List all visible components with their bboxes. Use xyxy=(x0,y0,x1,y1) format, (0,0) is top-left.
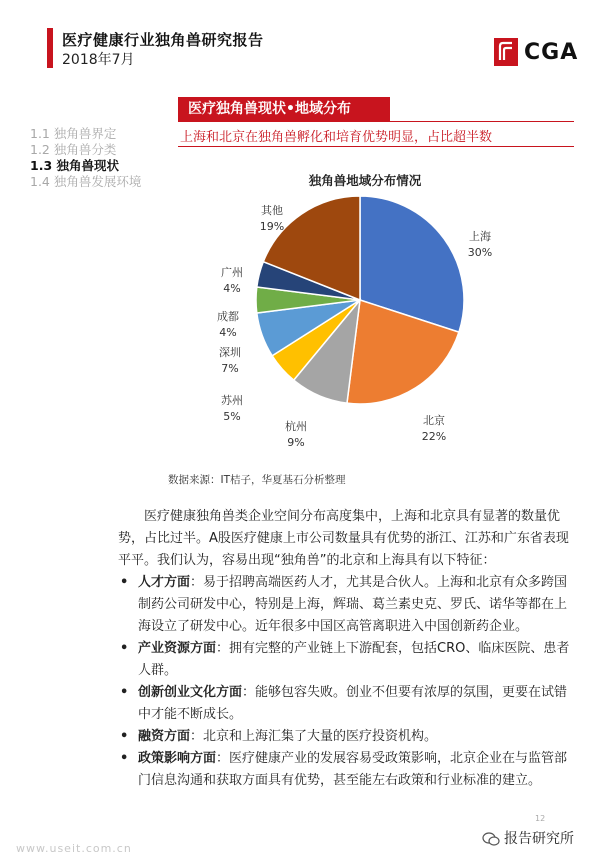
body-text xyxy=(118,506,578,792)
site-url-watermark: www.useit.com.cn xyxy=(16,842,132,855)
feature-head: 融资方面 xyxy=(138,729,191,744)
data-source-note: 数据来源：IT桔子，华夏基石分析整理 xyxy=(168,474,346,486)
feature-item-talent xyxy=(118,572,578,638)
wechat-icon xyxy=(482,832,500,846)
wechat-watermark xyxy=(482,828,574,848)
slice-label-1: 北京 xyxy=(423,414,445,427)
slice-value-4: 7% xyxy=(221,362,239,375)
slice-value-5: 4% xyxy=(219,326,237,339)
feature-text: ：北京和上海汇集了大量的医疗投资机构。 xyxy=(190,729,438,744)
slice-value-2: 9% xyxy=(287,436,305,449)
region-pie-chart xyxy=(210,180,510,480)
feature-item-financing xyxy=(118,726,578,748)
feature-text: ：医疗健康产业的发展容易受政策影响，北京企业在与监管部门信息沟通和获取方面具有优势，甚至能左右政策和行业标准的建立。 xyxy=(138,751,568,788)
slice-value-7: 19% xyxy=(259,220,285,233)
feature-text: ：易于招聘高端医药人才，尤其是合伙人。上海和北京有众多跨国制药公司研发中心，特别是上海，辉瑞、葛兰素史克、罗氏、诺华等都在上海设立了研发中心。近年很多中国区高管离职进入中国创新药企业。 xyxy=(138,575,568,634)
slice-label-7: 其他 xyxy=(261,204,283,217)
watermark-text: 报告研究所 xyxy=(504,831,574,847)
slice-label-0: 上海 xyxy=(469,230,491,243)
slice-label-4: 深圳 xyxy=(219,346,241,359)
slice-value-1: 22% xyxy=(421,430,447,443)
nav-item-status[interactable]: 1.3 独角兽现状 xyxy=(30,158,119,173)
subtitle-divider xyxy=(178,146,574,147)
slice-value-0: 30% xyxy=(467,246,493,259)
feature-head: 政策影响方面 xyxy=(138,751,217,766)
chart-title: 独角兽地域分布情况 xyxy=(308,173,422,188)
nav-item-environment[interactable]: 1.4 独角兽发展环境 xyxy=(30,174,142,189)
cga-logo-icon xyxy=(494,38,518,66)
feature-head: 人才方面 xyxy=(138,575,191,590)
page-number: 12 xyxy=(535,814,546,823)
header-accent-bar xyxy=(47,28,53,68)
slice-label-6: 广州 xyxy=(221,266,243,279)
section-title: 医疗独角兽现状•地域分布 xyxy=(178,97,390,121)
section-subtitle: 上海和北京在独角兽孵化和培育优势明显，占比超半数 xyxy=(180,130,493,145)
nav-item-definition[interactable]: 1.1 独角兽界定 xyxy=(30,126,117,141)
feature-head: 创新创业文化方面 xyxy=(138,685,243,700)
slice-label-3: 苏州 xyxy=(221,394,243,407)
report-date: 2018年7月 xyxy=(62,52,135,68)
feature-item-policy xyxy=(118,748,578,792)
slice-label-2: 杭州 xyxy=(285,420,307,433)
intro-paragraph: 医疗健康独角兽类企业空间分布高度集中，上海和北京具有显著的数量优势，占比过半。A股医疗健康上市公司数量具有优势的浙江、江苏和广东省表现平平。我们认为，容易出现“独角兽”的北京和上海具有以下特征： xyxy=(118,509,569,568)
slice-value-3: 5% xyxy=(223,410,241,423)
feature-item-industry xyxy=(118,638,578,682)
feature-list xyxy=(118,572,578,792)
section-divider xyxy=(178,121,574,122)
report-title: 医疗健康行业独角兽研究报告 xyxy=(62,31,264,49)
feature-text: ：拥有完整的产业链上下游配套，包括CRO、临床医院、患者人群。 xyxy=(138,641,570,678)
feature-head: 产业资源方面 xyxy=(138,641,217,656)
feature-item-culture xyxy=(118,682,578,726)
nav-item-classification[interactable]: 1.2 独角兽分类 xyxy=(30,142,117,157)
slice-label-5: 成都 xyxy=(217,310,239,323)
feature-text: ：能够包容失败。创业不但要有浓厚的氛围，更要在试错中才能不断成长。 xyxy=(138,685,568,722)
slice-value-6: 4% xyxy=(223,282,241,295)
cga-logo xyxy=(494,38,579,68)
cga-logo-text: CGA xyxy=(524,40,579,65)
